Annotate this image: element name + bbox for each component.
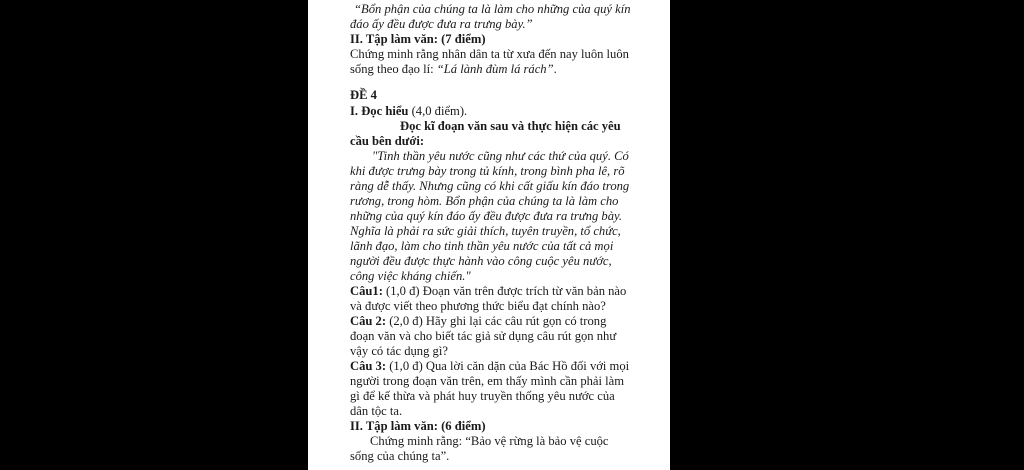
reading-instruction-line: Đọc kĩ đoạn văn sau và thực hiện các yêu [400,119,621,133]
question-2-text: (2,0 đ) Hãy ghi lại các câu rút gọn có trong [386,314,607,328]
passage-line: lãnh đạo, làm cho tinh thần yêu nước của tất cả mọi [350,239,614,253]
passage-line: công việc kháng chiến." [350,269,471,283]
passage-line: ràng dễ thấy. Nhưng cũng có khi cất giấu kín đáo trong [350,179,630,193]
writing-heading: II. Tập làm văn: (7 điểm) [350,32,486,46]
exam-title: ĐỀ 4 [350,88,377,102]
writing-prompt-line: Chứng minh rằng nhân dân ta từ xưa đến nay luôn luôn [350,47,629,61]
question-2-line: đoạn văn và cho biết tác giả sử dụng câu rút gọn như [350,329,617,343]
question-1-text: (1,0 đ) Đoạn văn trên được trích từ văn bản nào [382,284,627,298]
writing-prompt-line: Chứng minh rằng: “Bảo vệ rừng là bảo vệ cuộc [370,434,609,448]
passage-line: "Tinh thần yêu nước cũng như các thứ của quý. Có [372,149,629,163]
question-2-line: vậy có tác dụng gì? [350,344,448,358]
passage-line: khi được trưng bày trong tủ kính, trong bình pha lê, rõ [350,164,625,178]
reading-heading-label: I. Đọc hiểu [350,104,409,118]
question-3-line: dân tộc ta. [350,404,403,418]
question-1-line [350,284,626,299]
question-3-line: gì để kế thừa và phát huy truyền thống yêu nước của [350,389,615,403]
reading-heading-points: (4,0 điểm). [408,104,468,118]
passage-line: những của quý kín đáo ấy đều được đưa ra trưng bày. [350,209,623,223]
reading-heading [350,104,467,119]
top-quote-line: đáo ấy đều được đưa ra trưng bày.” [350,17,533,31]
passage-line: Nghĩa là phải ra sức giải thích, tuyên truyền, tổ chức, [350,224,621,238]
question-2-line [350,314,606,329]
writing-prompt-suffix: . [553,62,557,76]
question-3-line [350,359,629,374]
question-1-label: Câu1: [350,284,383,298]
question-2-label: Câu 2: [350,314,387,328]
top-quote-line: “Bổn phận của chúng ta là làm cho những của quý kín [354,2,631,16]
passage-line: người đều được thực hành vào công cuộc yêu nước, [350,254,612,268]
passage-line: rương, trong hòm. Bổn phận của chúng ta là làm cho [350,194,619,208]
writing-prompt-prefix: sống theo đạo lí: [350,62,437,76]
question-3-label: Câu 3: [350,359,387,373]
reading-instruction-line: cầu bên dưới: [350,134,425,148]
question-3-line: người trong đoạn văn trên, em thấy mình cần phải làm [350,374,625,388]
writing-prompt-quote: “Lá lành đùm lá rách” [436,62,554,76]
question-3-text: (1,0 đ) Qua lời căn dặn của Bác Hồ đối với mọi [386,359,630,373]
question-1-line: và được viết theo phương thức biểu đạt chính nào? [350,299,606,313]
document-page [308,0,670,470]
writing-prompt-line [350,62,557,77]
writing-prompt-line: sống của chúng ta”. [350,449,450,463]
writing-heading: II. Tập làm văn: (6 điểm) [350,419,486,433]
